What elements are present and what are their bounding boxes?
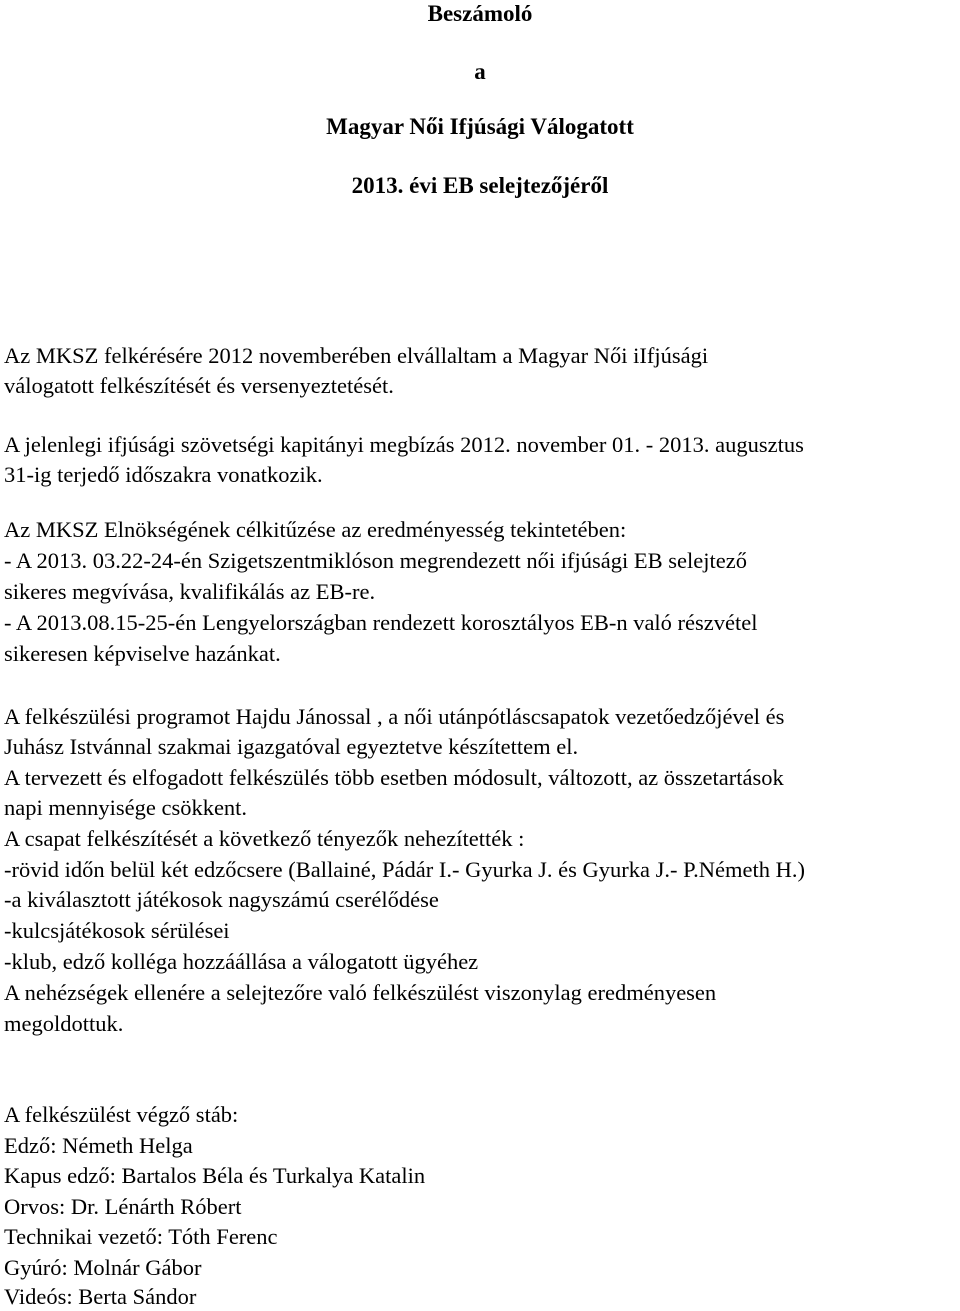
document-title: Beszámoló xyxy=(427,1,533,26)
staff-member: Edző: Németh Helga xyxy=(4,1133,193,1158)
body-line: -klub, edző kolléga hozzáállása a válogatott ügyéhez xyxy=(4,949,479,974)
body-line: A csapat felkészítését a következő tényezők nehezítették : xyxy=(4,826,525,851)
body-line: A nehézségek ellenére a selejtezőre való felkészülést viszonylag eredményesen xyxy=(4,980,717,1005)
body-line: A jelenlegi ifjúsági szövetségi kapitányi megbízás 2012. november 01. - 2013. augusztus xyxy=(4,432,804,457)
body-line: - A 2013. 03.22-24-én Szigetszentmiklóson megrendezett női ifjúsági EB selejtező xyxy=(4,548,747,573)
document-subtitle: 2013. évi EB selejtezőjéről xyxy=(351,173,609,198)
body-line: sikeresen képviselve hazánkat. xyxy=(4,641,281,666)
body-line: Az MKSZ Elnökségének célkitűzése az eredményesség tekintetében: xyxy=(4,517,627,542)
body-line: A felkészülési programot Hajdu Jánossal , a női utánpótláscsapatok vezetőedzőjével és xyxy=(4,704,785,729)
body-line: megoldottuk. xyxy=(4,1011,124,1036)
body-line: -rövid időn belül két edzőcsere (Ballainé, Pádár I.- Gyurka J. és Gyurka J.- P.Németh H.) xyxy=(4,857,806,882)
body-line: válogatott felkészítését és versenyeztetését. xyxy=(4,373,394,398)
staff-member: Gyúró: Molnár Gábor xyxy=(4,1255,202,1280)
title-connector: a xyxy=(474,59,486,84)
body-line: 31-ig terjedő időszakra vonatkozik. xyxy=(4,462,323,487)
body-line: -a kiválasztott játékosok nagyszámú cserélődése xyxy=(4,887,439,912)
body-line: sikeres megvívása, kvalifikálás az EB-re. xyxy=(4,579,376,604)
staff-member: Videós: Berta Sándor xyxy=(4,1284,197,1309)
body-line: napi mennyisége csökkent. xyxy=(4,795,248,820)
staff-member: Kapus edző: Bartalos Béla és Turkalya Katalin xyxy=(4,1163,426,1188)
staff-member: Technikai vezető: Tóth Ferenc xyxy=(4,1224,278,1249)
body-line: Juhász Istvánnal szakmai igazgatóval egyeztetve készítettem el. xyxy=(4,734,579,759)
staff-member: Orvos: Dr. Lénárth Róbert xyxy=(4,1194,242,1219)
body-line: - A 2013.08.15-25-én Lengyelországban rendezett korosztályos EB-n való részvétel xyxy=(4,610,758,635)
staff-heading: A felkészülést végző stáb: xyxy=(4,1102,239,1127)
body-line: -kulcsjátékosok sérülései xyxy=(4,918,230,943)
body-line: A tervezett és elfogadott felkészülés több esetben módosult, változott, az összetartások xyxy=(4,765,784,790)
body-line: Az MKSZ felkérésére 2012 novemberében elvállaltam a Magyar Női iIfjúsági xyxy=(4,343,709,368)
team-name: Magyar Női Ifjúsági Válogatott xyxy=(326,114,634,139)
